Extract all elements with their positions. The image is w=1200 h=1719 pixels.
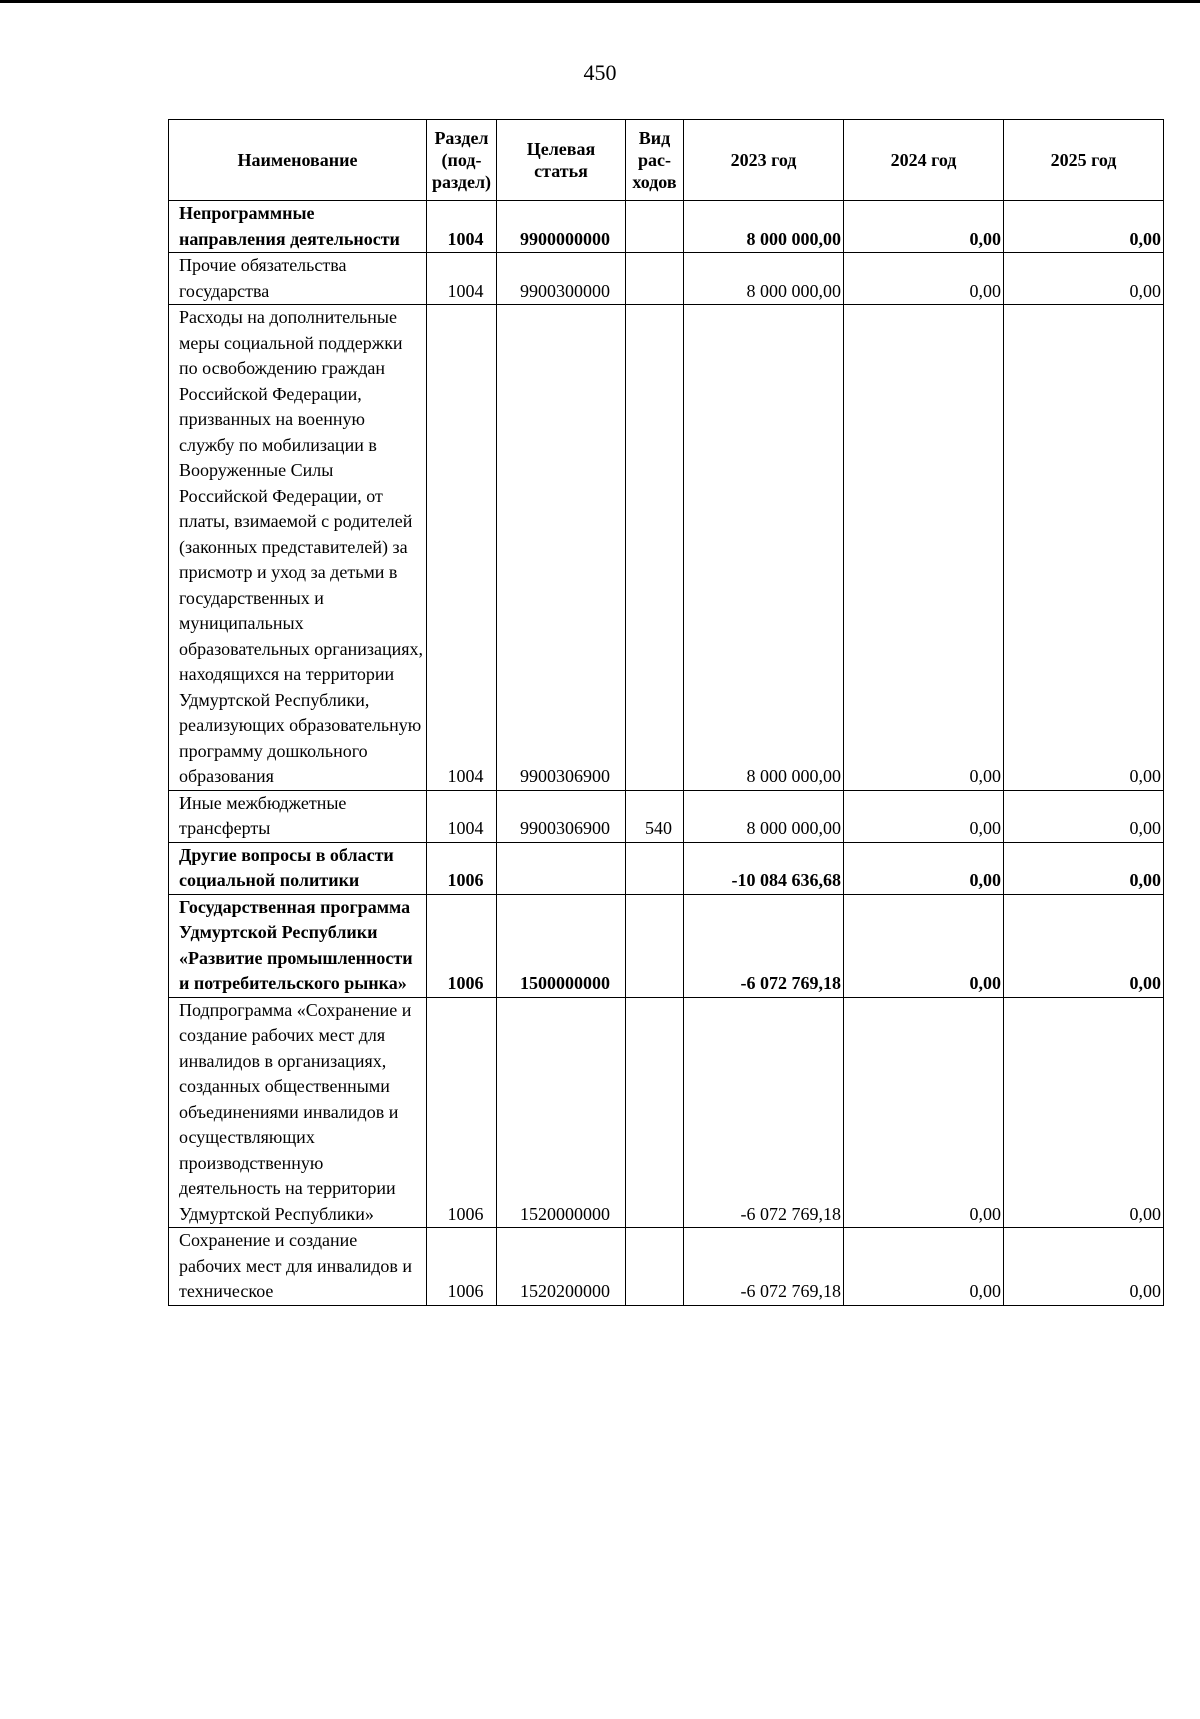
row-2024: 0,00 [844, 201, 1004, 253]
row-name: Расходы на дополнительные меры социальной поддержки по освобождению граждан Российской Федерации, призванных на военную службу по мобилизации в Вооруженные Силы Российской Федерации, от платы, взимаемой с родителей (законных представителей) за присмотр и уход за детьми в государственных и муниципальных образовательных организациях, находящихся на территории Удмуртской Республики, реализующих образовательную программу дошкольного образования [169, 305, 427, 791]
header-name: Наименование [169, 120, 427, 201]
row-target: 9900300000 [497, 253, 626, 305]
row-2024: 0,00 [844, 305, 1004, 791]
top-border-line [0, 0, 1200, 3]
row-section: 1006 [427, 997, 497, 1228]
row-2024: 0,00 [844, 790, 1004, 842]
header-2024: 2024 год [844, 120, 1004, 201]
row-section: 1004 [427, 253, 497, 305]
row-target [497, 842, 626, 894]
row-kind [626, 894, 684, 997]
row-2025: 0,00 [1004, 253, 1164, 305]
row-kind [626, 253, 684, 305]
row-name: Подпрограмма «Сохранение и создание рабочих мест для инвалидов в организациях, созданных общественными объединениями инвалидов и осуществляющих производственную деятельность на территории Удмуртской Республики» [169, 997, 427, 1228]
row-2024: 0,00 [844, 842, 1004, 894]
row-target: 1520200000 [497, 1228, 626, 1306]
row-section: 1006 [427, 894, 497, 997]
row-2025: 0,00 [1004, 997, 1164, 1228]
row-section: 1004 [427, 201, 497, 253]
row-2023: -6 072 769,18 [684, 1228, 844, 1306]
row-2024: 0,00 [844, 253, 1004, 305]
table-row [169, 305, 1164, 791]
table-row [169, 842, 1164, 894]
row-target: 9900000000 [497, 201, 626, 253]
row-section: 1006 [427, 842, 497, 894]
row-target: 9900306900 [497, 790, 626, 842]
row-2025: 0,00 [1004, 201, 1164, 253]
row-kind [626, 201, 684, 253]
row-2023: -6 072 769,18 [684, 997, 844, 1228]
table-header-row [169, 120, 1164, 201]
row-2023: -10 084 636,68 [684, 842, 844, 894]
header-2025: 2025 год [1004, 120, 1164, 201]
row-section: 1006 [427, 1228, 497, 1306]
row-name: Прочие обязательства государства [169, 253, 427, 305]
budget-table [168, 119, 1164, 1306]
header-2023: 2023 год [684, 120, 844, 201]
row-section: 1004 [427, 790, 497, 842]
row-2023: 8 000 000,00 [684, 790, 844, 842]
table-row [169, 201, 1164, 253]
row-2023: -6 072 769,18 [684, 894, 844, 997]
table-row [169, 1228, 1164, 1306]
row-2025: 0,00 [1004, 790, 1164, 842]
row-2024: 0,00 [844, 1228, 1004, 1306]
row-name: Государственная программа Удмуртской Республики «Развитие промышленности и потребительского рынка» [169, 894, 427, 997]
table-row [169, 894, 1164, 997]
row-name: Иные межбюджетные трансферты [169, 790, 427, 842]
row-2024: 0,00 [844, 894, 1004, 997]
row-kind [626, 997, 684, 1228]
row-2025: 0,00 [1004, 1228, 1164, 1306]
row-kind [626, 1228, 684, 1306]
row-2025: 0,00 [1004, 842, 1164, 894]
row-2025: 0,00 [1004, 894, 1164, 997]
row-2023: 8 000 000,00 [684, 253, 844, 305]
header-target: Целевая статья [497, 120, 626, 201]
row-target: 9900306900 [497, 305, 626, 791]
row-name: Непрограммные направления деятельности [169, 201, 427, 253]
row-kind [626, 842, 684, 894]
table-row [169, 253, 1164, 305]
row-name: Другие вопросы в области социальной политики [169, 842, 427, 894]
row-2025: 0,00 [1004, 305, 1164, 791]
row-kind: 540 [626, 790, 684, 842]
header-kind: Вид рас-ходов [626, 120, 684, 201]
table-row [169, 790, 1164, 842]
row-kind [626, 305, 684, 791]
row-target: 1520000000 [497, 997, 626, 1228]
row-section: 1004 [427, 305, 497, 791]
page-number: 450 [583, 60, 617, 85]
row-2023: 8 000 000,00 [684, 305, 844, 791]
row-2024: 0,00 [844, 997, 1004, 1228]
row-target: 1500000000 [497, 894, 626, 997]
row-2023: 8 000 000,00 [684, 201, 844, 253]
header-section: Раздел (под-раздел) [427, 120, 497, 201]
row-name: Сохранение и создание рабочих мест для инвалидов и техническое [169, 1228, 427, 1306]
table-row [169, 997, 1164, 1228]
